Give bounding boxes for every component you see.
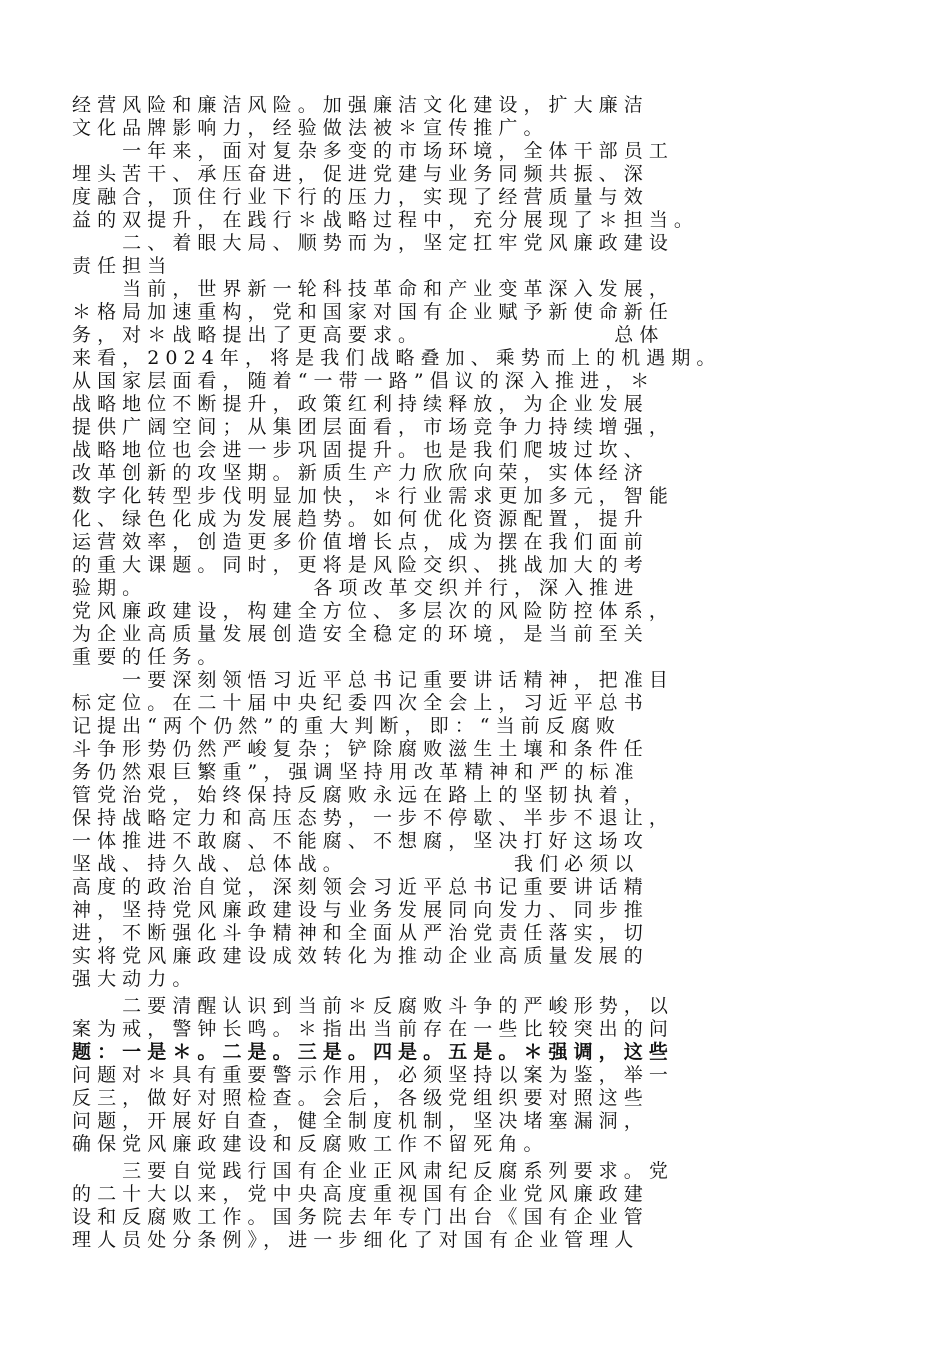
text-line: 战略地位不断提升，政策红利持续释放，为企业发展 — [72, 393, 649, 415]
text-line: 一年来，面对复杂多变的市场环境，全体干部员工 — [72, 140, 674, 162]
text-line: 重要的任务。 — [72, 646, 223, 668]
text-line: 运营效率，创造更多价值增长点，成为摆在我们面前 — [72, 531, 649, 553]
text-line: ＊格局加速重构，党和国家对国有企业赋予新使命新任 — [72, 301, 674, 323]
text-line: 的重大课题。同时，更将是风险交织、挑战加大的考 — [72, 554, 649, 576]
text-line: 益的双提升，在践行＊战略过程中，充分展现了＊担当。 — [72, 209, 700, 231]
text-line: 管党治党，始终保持反腐败永远在路上的坚韧执着， — [72, 784, 649, 806]
text-line: 问题，开展好自查，健全制度机制，坚决堵塞漏洞， — [72, 1110, 649, 1132]
text-line: 化、绿色化成为发展趋势。如何优化资源配置，提升 — [72, 508, 649, 530]
text-line: 标定位。在二十届中央纪委四次全会上，习近平总书 — [72, 692, 649, 714]
text-line: 反三，做好对照检查。会后，各级党组织要对照这些 — [72, 1087, 649, 1109]
text-line: 问题对＊具有重要警示作用，必须坚持以案为鉴，举一 — [72, 1064, 674, 1086]
text-line: 度融合，顶住行业下行的压力，实现了经营质量与效 — [72, 186, 649, 208]
text-line: 来看，2024年，将是我们战略叠加、乘势而上的机遇期。 — [72, 347, 722, 369]
text-line: 务，对＊战略提出了更高要求。 总体 — [72, 324, 665, 346]
text-line: 记提出“两个仍然”的重大判断，即：“当前反腐败 — [72, 715, 621, 737]
text-line: 埋头苦干、承压奋进，促进党建与业务同频共振、深 — [72, 163, 649, 185]
text-line: 的二十大以来，党中央高度重视国有企业党风廉政建 — [72, 1183, 649, 1205]
text-line: 一体推进不敢腐、不能腐、不想腐，坚决打好这场攻 — [72, 830, 649, 852]
text-line: 当前，世界新一轮科技革命和产业变革深入发展， — [72, 278, 674, 300]
text-line: 坚战、持久战、总体战。 我们必须以 — [72, 853, 640, 875]
text-line: 高度的政治自觉，深刻领会习近平总书记重要讲话精 — [72, 876, 649, 898]
text-line: 战略地位也会进一步巩固提升。也是我们爬坡过坎、 — [72, 439, 649, 461]
text-line: 数字化转型步伐明显加快，＊行业需求更加多元，智能 — [72, 485, 674, 507]
text-line: 强大动力。 — [72, 968, 198, 990]
text-line: 二要清醒认识到当前＊反腐败斗争的严峻形势，以 — [72, 995, 674, 1017]
text-line: 为企业高质量发展创造安全稳定的环境，是当前至关 — [72, 623, 649, 645]
text-line: 三要自觉践行国有企业正风肃纪反腐系列要求。党 — [72, 1160, 674, 1182]
text-line: 设和反腐败工作。国务院去年专门出台《国有企业管 — [72, 1206, 649, 1228]
text-line: 神，坚持党风廉政建设与业务发展同向发力、同步推 — [72, 899, 649, 921]
text-line: 经营风险和廉洁风险。加强廉洁文化建设，扩大廉洁 — [72, 94, 649, 116]
text-line: 案为戒，警钟长鸣。＊指出当前存在一些比较突出的问 — [72, 1018, 674, 1040]
text-line: 理人员处分条例》，进一步细化了对国有企业管理人 — [72, 1229, 640, 1251]
section-heading: 二、着眼大局、顺势而为，坚定扛牢党风廉政建设 — [72, 232, 674, 254]
text-line: 斗争形势仍然严峻复杂；铲除腐败滋生土壤和条件任 — [72, 738, 649, 760]
text-line: 改革创新的攻坚期。新质生产力欣欣向荣，实体经济 — [72, 462, 649, 484]
text-line: 验期。 各项改革交织并行，深入推进 — [72, 577, 640, 599]
text-line: 确保党风廉政建设和反腐败工作不留死角。 — [72, 1133, 549, 1155]
text-line: 保持战略定力和高压态势，一步不停歇、半步不退让， — [72, 807, 674, 829]
text-line: 一要深刻领悟习近平总书记重要讲话精神，把准目 — [72, 669, 674, 691]
text-line: 党风廉政建设，构建全方位、多层次的风险防控体系， — [72, 600, 674, 622]
text-line: 进，不断强化斗争精神和全面从严治党责任落实，切 — [72, 922, 649, 944]
text-line: 文化品牌影响力，经验做法被＊宣传推广。 — [72, 117, 549, 139]
section-heading: 责任担当 — [72, 255, 173, 277]
text-line: 提供广阔空间；从集团层面看，市场竞争力持续增强， — [72, 416, 674, 438]
text-line-emphasis: 题：一是＊。二是。三是。四是。五是。＊强调，这些 — [72, 1041, 674, 1063]
text-line: 务仍然艰巨繁重”，强调坚持用改革精神和严的标准 — [72, 761, 640, 783]
text-line: 实将党风廉政建设成效转化为推动企业高质量发展的 — [72, 945, 649, 967]
text-line: 从国家层面看，随着“一带一路”倡议的深入推进，＊ — [72, 370, 656, 392]
